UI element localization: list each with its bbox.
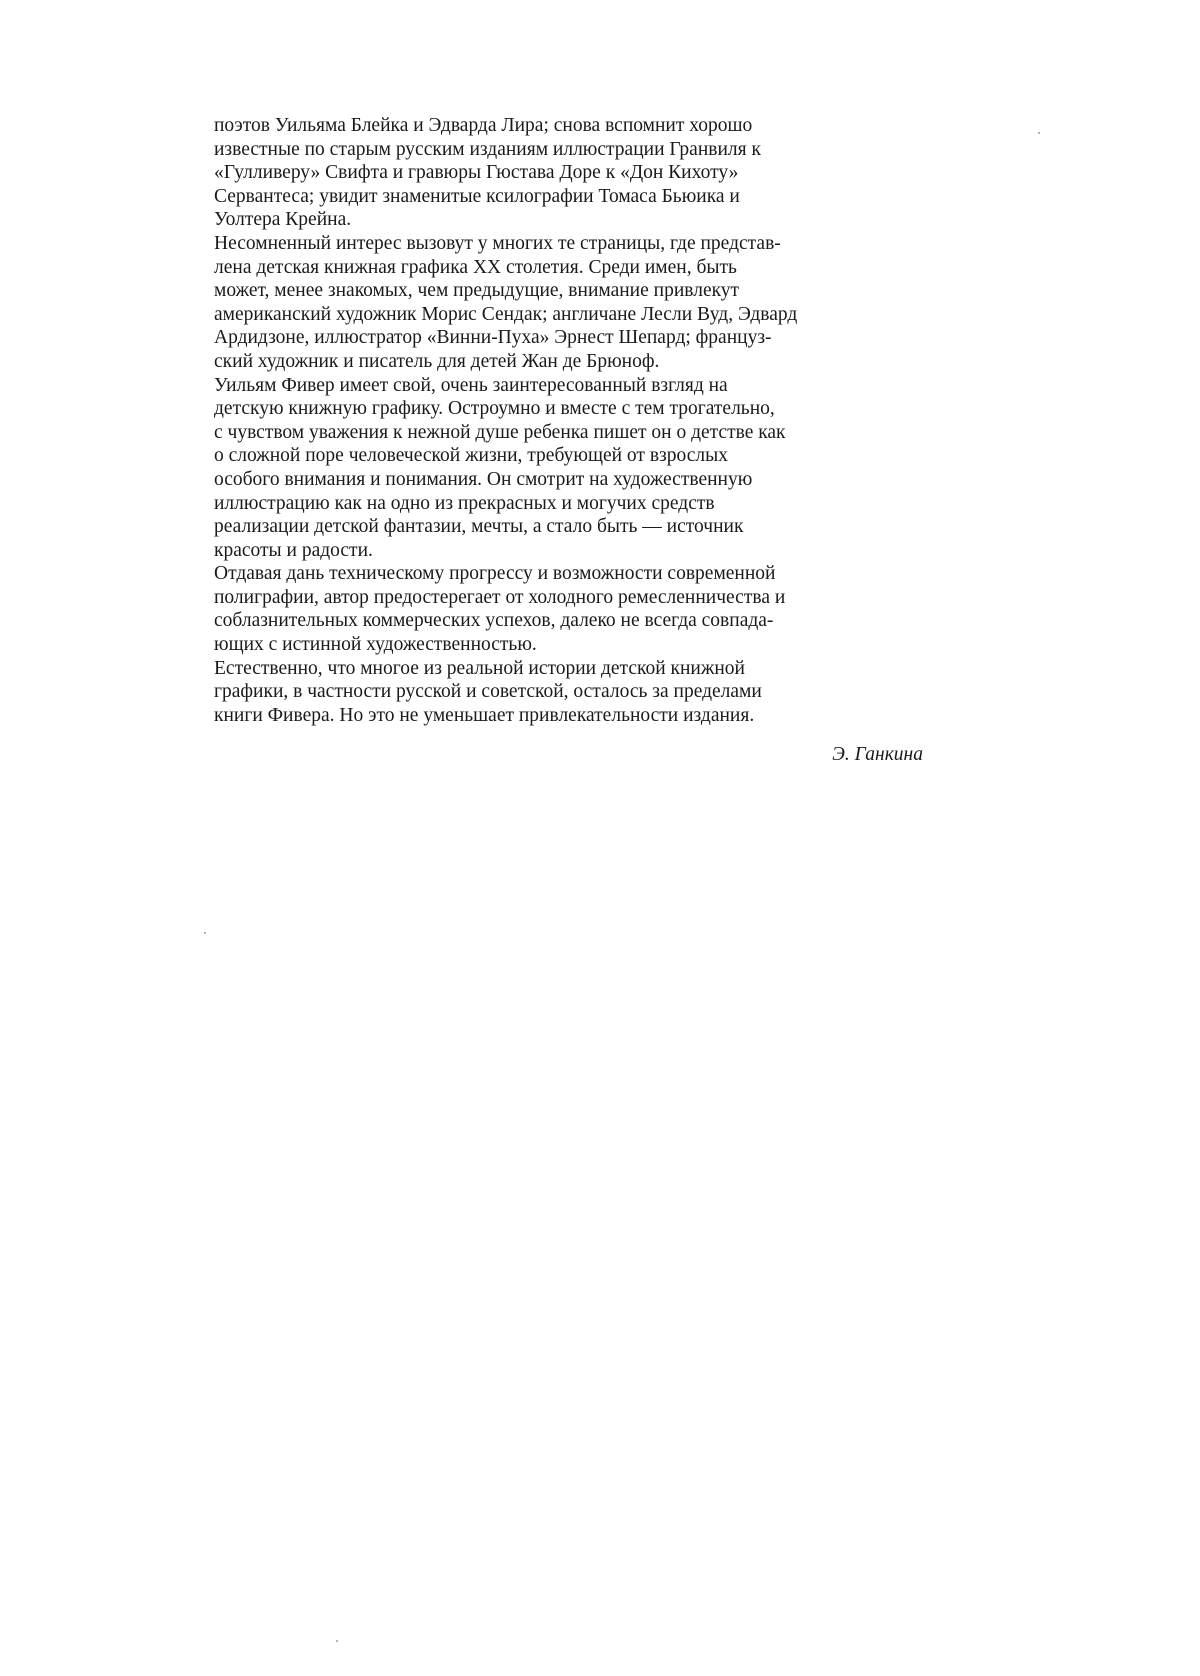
text-line: книги Фивера. Но это не уменьшает привлекательности издания. (214, 704, 755, 726)
text-line: Ардидзоне, иллюстратор «Винни-Пуха» Эрнест Шепард; француз- (214, 327, 772, 349)
text-line: соблазнительных коммерческих успехов, далеко не всегда совпада- (214, 610, 774, 632)
text-line: красоты и радости. (214, 539, 373, 561)
body-text (214, 114, 934, 727)
text-line: иллюстрацию как на одно из прекрасных и могучих средств (214, 492, 715, 514)
text-line: реализации детской фантазии, мечты, а стало быть — источник (214, 516, 744, 538)
text-line: Сервантеса; увидит знаменитые ксилографии Томаса Бьюика и (214, 185, 740, 207)
text-line: о сложной поре человеческой жизни, требующей от взрослых (214, 445, 728, 467)
text-line: «Гулливеру» Свифта и гравюры Гюстава Доре к «Дон Кихоту» (214, 162, 739, 184)
author-signature: Э. Ганкина (832, 744, 923, 765)
text-line: лена детская книжная графика XX столетия. Среди имен, быть (214, 256, 737, 278)
text-line: ский художник и писатель для детей Жан де Брюноф. (214, 350, 660, 372)
text-line: полиграфии, автор предостерегает от холодного ремесленничества и (214, 586, 786, 608)
text-line: графики, в частности русской и советской, осталось за пределами (214, 681, 762, 703)
text-line: американский художник Морис Сендак; англичане Лесли Вуд, Эдвард (214, 303, 798, 325)
text-line: детскую книжную графику. Остроумно и вместе с тем трогательно, (214, 398, 775, 420)
text-line: с чувством уважения к нежной душе ребенка пишет он о детстве как (214, 421, 786, 443)
text-line: особого внимания и понимания. Он смотрит на художественную (214, 468, 753, 490)
text-line: может, менее знакомых, чем предыдущие, внимание привлекут (214, 280, 740, 302)
text-line: Уолтера Крейна. (214, 209, 352, 231)
text-line: Несомненный интерес вызовут у многих те страницы, где представ- (214, 232, 781, 254)
text-line: ющих с истинной художественностью. (214, 634, 537, 656)
text-line: Отдавая дань техническому прогрессу и возможности современной (214, 563, 776, 585)
scan-speck (336, 1640, 338, 1642)
text-line: Уильям Фивер имеет свой, очень заинтересованный взгляд на (214, 374, 728, 396)
scan-speck (1038, 132, 1040, 134)
text-line: Естественно, что многое из реальной истории детской книжной (214, 657, 745, 679)
text-line: поэтов Уильяма Блейка и Эдварда Лира; снова вспомнит хорошо (214, 115, 753, 136)
text-line: известные по старым русским изданиям иллюстрации Гранвиля к (214, 138, 761, 160)
scan-speck (204, 932, 206, 934)
